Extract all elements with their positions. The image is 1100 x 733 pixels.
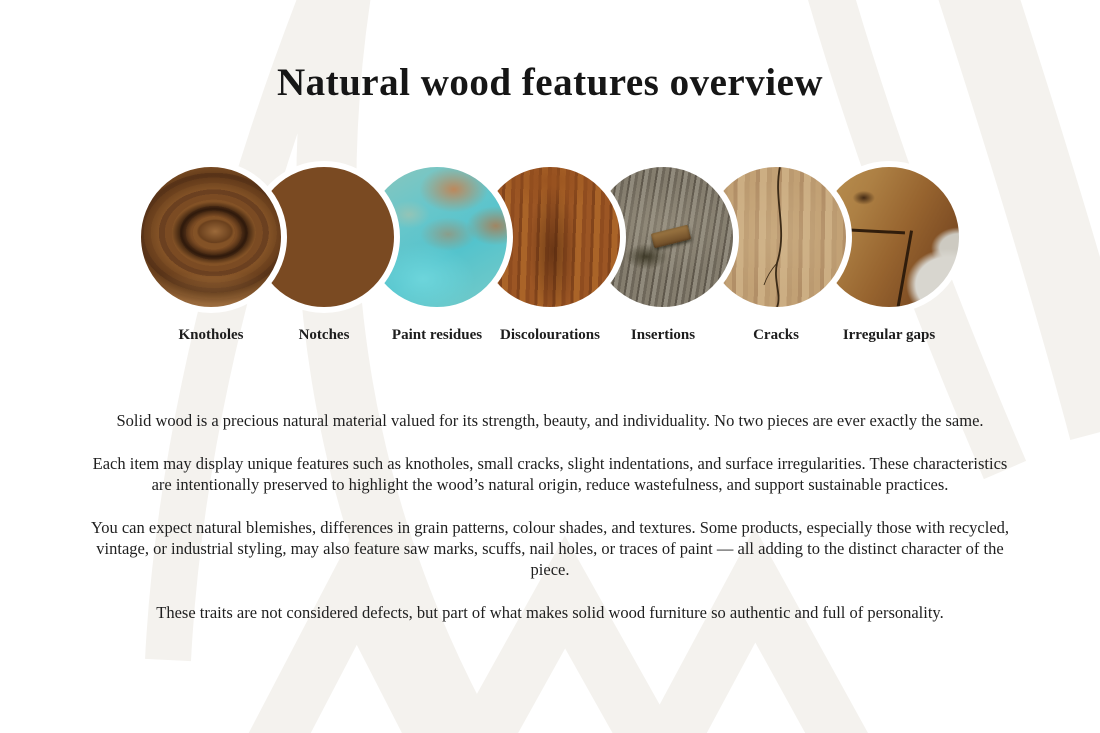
feature-label: Discolourations bbox=[499, 327, 600, 343]
body-paragraph-1: Solid wood is a precious natural material valued for its strength, beauty, and individuality. No two pieces are ever exactly the same. bbox=[116, 411, 984, 430]
feature-label: Insertions bbox=[630, 327, 696, 343]
feature-circles-row bbox=[0, 161, 1100, 344]
body-copy bbox=[88, 410, 1013, 623]
inserted-wood-peg bbox=[651, 224, 692, 248]
feature-label: Cracks bbox=[753, 327, 799, 343]
feature-label: Irregular gaps bbox=[842, 327, 936, 343]
body-paragraph-2: Each item may display unique features such as knotholes, small cracks, slight indentations, and surface irregularities. These characteristics are intentionally preserved to highlight the wood’s natural origin, reduce wastefulness, and support sustainable practices. bbox=[92, 454, 1008, 494]
gap-line-vertical bbox=[896, 230, 913, 310]
feature-label: Knotholes bbox=[178, 327, 244, 343]
body-paragraph-3: You can expect natural blemishes, differences in grain patterns, colour shades, and textures. Some products, especially those with recycled, vintage, or industrial styling, may also feature saw marks, scuffs, nail holes, or traces of paint — all adding to the distinct character of the piece. bbox=[90, 518, 1010, 579]
body-paragraph-4: These traits are not considered defects, but part of what makes solid wood furniture so authentic and full of personality. bbox=[156, 603, 944, 622]
feature-knotholes bbox=[135, 161, 287, 344]
page-title: Natural wood features overview bbox=[276, 61, 824, 104]
feature-label: Notches bbox=[298, 327, 350, 343]
feature-label: Paint residues bbox=[391, 327, 483, 343]
knotholes-photo bbox=[135, 161, 287, 313]
